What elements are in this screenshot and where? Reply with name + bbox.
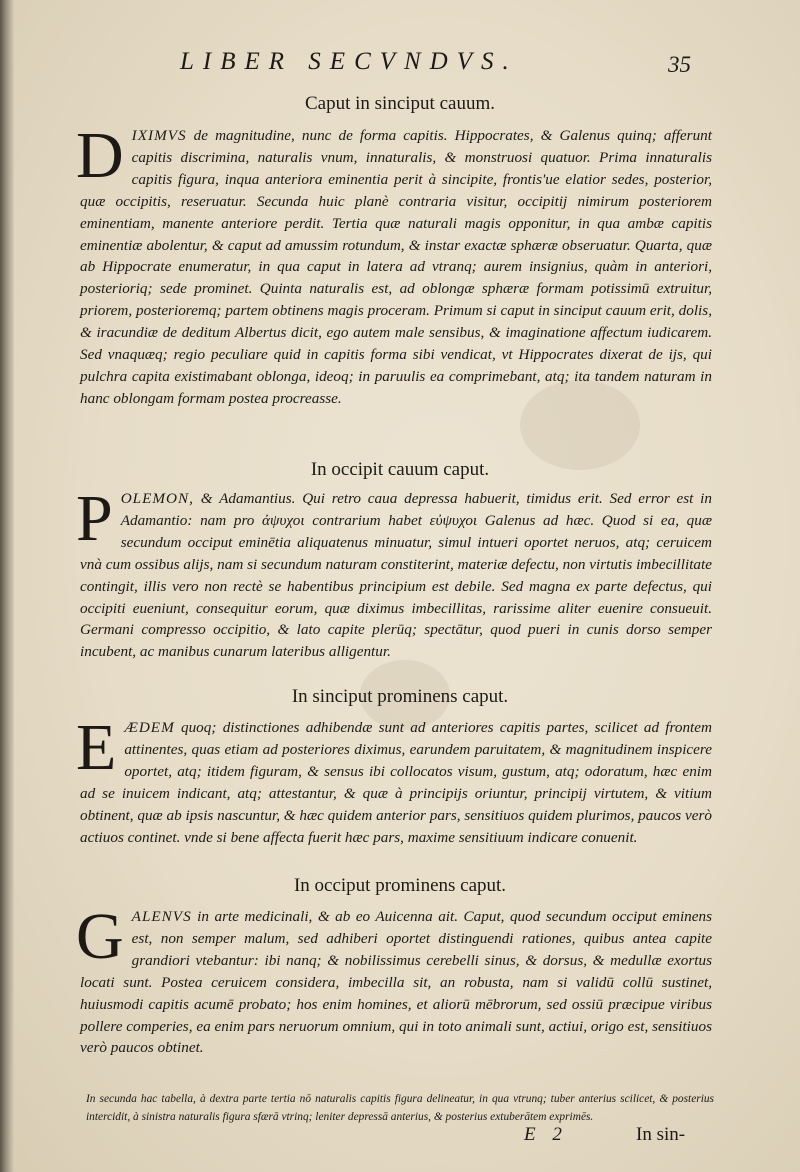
paragraph-text: de magnitudine, nunc de forma capitis. Hippocrates, & Galenus quinq; afferunt capitis discrimina, naturalis vnum, innaturalis, & monstruosi quatuor. Prima innaturalis capitis figura, inqua anteriora eminentia perit à sincipite, frontis'ue elatior sedes, posterior, quæ occipitis, reseruatur. Secunda huic planè contraria visitur, occipitij nimirum posteriorem eminentiam, manente anteriore perdit. Tertia quæ naturali magis opponitur, in qua ambæ capitis eminentiæ abolentur, & caput ad amussim rotundum, & instar exactæ sphæræ obseruatur. Quarta, quæ ab Hippocrate enumeratur, in qua caput in latera ad vtranq; aurem insignius, quàm in anteriori, posterioriq; sede prominet. Quinta naturalis est, ad oblongæ sphæræ formam potissimū extruitur, priorem, posterioremq; partem obtinens magis proceram. Primum si caput in sinciput cauum erit, dolis, & iracundiæ de deditum Albertus dicit, ego autem male sensibus, & imaginatione affectum iudicarem. Sed vnaquæq; regio peculiare quid in capitis forma sibi vendicat, vt Hippocrates dixerat de ijs, qui pulchra capita existimabant oblonga, ideoq; in paruulis ea comprimebant, atq; ita tandem naturam in hanc oblongam formam postea procreasse.	[80, 127, 712, 407]
drop-cap: E	[76, 711, 117, 784]
section-heading: Caput in sinciput cauum.	[305, 93, 495, 114]
section-heading: In occipit cauum caput.	[310, 459, 490, 480]
section-body	[76, 482, 712, 663]
paragraph	[76, 482, 712, 663]
section-heading: In sinciput prominens caput.	[291, 686, 509, 707]
figure-caption-footnote: In secunda hac tabella, à dextra parte tertia nō naturalis capitis figura delineatur, in qua vtrunq; tuber anterius scilicet, & posterius intercidit, à sinistra naturalis figura sfærā vtrinq; leniter depressā anterius, & posterius extuberātem exprimēs.	[86, 1093, 714, 1123]
lead-word: ALENVS	[131, 908, 192, 925]
drop-cap: P	[76, 482, 113, 555]
section-body	[76, 900, 712, 1059]
paragraph-text: in arte medicinali, & ab eo Auicenna ait. Caput, quod secundum occiput eminens est, non semper malum, sed adhiberi oportet distinguendi rationes, quibus antea capite grandiori vtebantur: ibi nanq; & nobilissimus cerebelli sinus, & dorsus, & medullæ exortus locati sunt. Postea ceruicem considera, imbecilla sit, an robusta, nam si validū collū sustinet, huiusmodi capitis acumē probato; hos enim homines, et aliorū mēbrorum, sed ossiū præcipue viribus pollere comperies, ea enim pars neruorum omnium, qui in toto animali sunt, actiui, origo est, sensitiuos verò paucos obtinet.	[80, 908, 712, 1057]
signature-mark: E 2	[524, 1124, 568, 1145]
paragraph-text: quoq; distinctiones adhibendæ sunt ad anteriores capitis partes, scilicet ad frontem attinentes, quas etiam ad posteriores diximus, earundem paruitatem, & magnitudinem inspicere oportet, atq; itidem figuram, & sensus ibi collocatos visum, gustum, atq; odoratum, hæc enim ad se inuicem indicant, atq; attestantur, & quæ à principijs oriuntur, principij virtutem, & vitium obtinent, quæ ab ipsis nascuntur, & hæc quidem anterior pars, sensitiuos quidem plurimos, paucos verò actiuos continet. vnde si bene affecta fuerit hæc pars, maxime sensitiuum indicare conuenit.	[80, 719, 712, 846]
section-body	[76, 119, 712, 410]
lead-word: IXIMVS	[131, 127, 187, 144]
paragraph	[76, 711, 712, 848]
lead-word: OLEMON,	[120, 490, 194, 507]
section-heading: In occiput prominens caput.	[293, 875, 507, 896]
drop-cap: D	[76, 119, 124, 192]
section-body	[76, 711, 712, 848]
paragraph	[76, 119, 712, 410]
page-gutter-shadow	[0, 0, 14, 1172]
drop-cap: G	[76, 900, 124, 973]
catchword: In sin-	[636, 1124, 686, 1145]
lead-word: ÆDEM	[124, 719, 175, 736]
page-number: 35	[668, 52, 691, 77]
paragraph-text: & Adamantius. Qui retro caua depressa habuerit, timidus erit. Sed error est in Adamantio: nam pro ἀψυχοι contrarium habet εὐψυχοι Galenus ad hæc. Quod si ea, quæ secundum occiput eminētia aliquatenus minuatur, simul intueri oportet neruos, atq; ceruicem vnà cum ossibus alijs, nam si secundum naturam constiterint, materiæ defectu, non virtutis imbecillitate contingit, illis vero non rectè se habentibus principium est debile. Sed magna ex parte defectus, qui occipiti eueniunt, consequitur eorum, quæ diximus imbecillitas, rarissime aliter euenire consueuit. Germani compresso occipitio, & lato capite plerūq; spectātur, quod pueri in cunis dorso semper incubent, ac manibus cunarum lateribus alligentur.	[80, 490, 712, 661]
running-head: LIBER SECVNDVS.	[180, 48, 518, 75]
paragraph	[76, 900, 712, 1059]
